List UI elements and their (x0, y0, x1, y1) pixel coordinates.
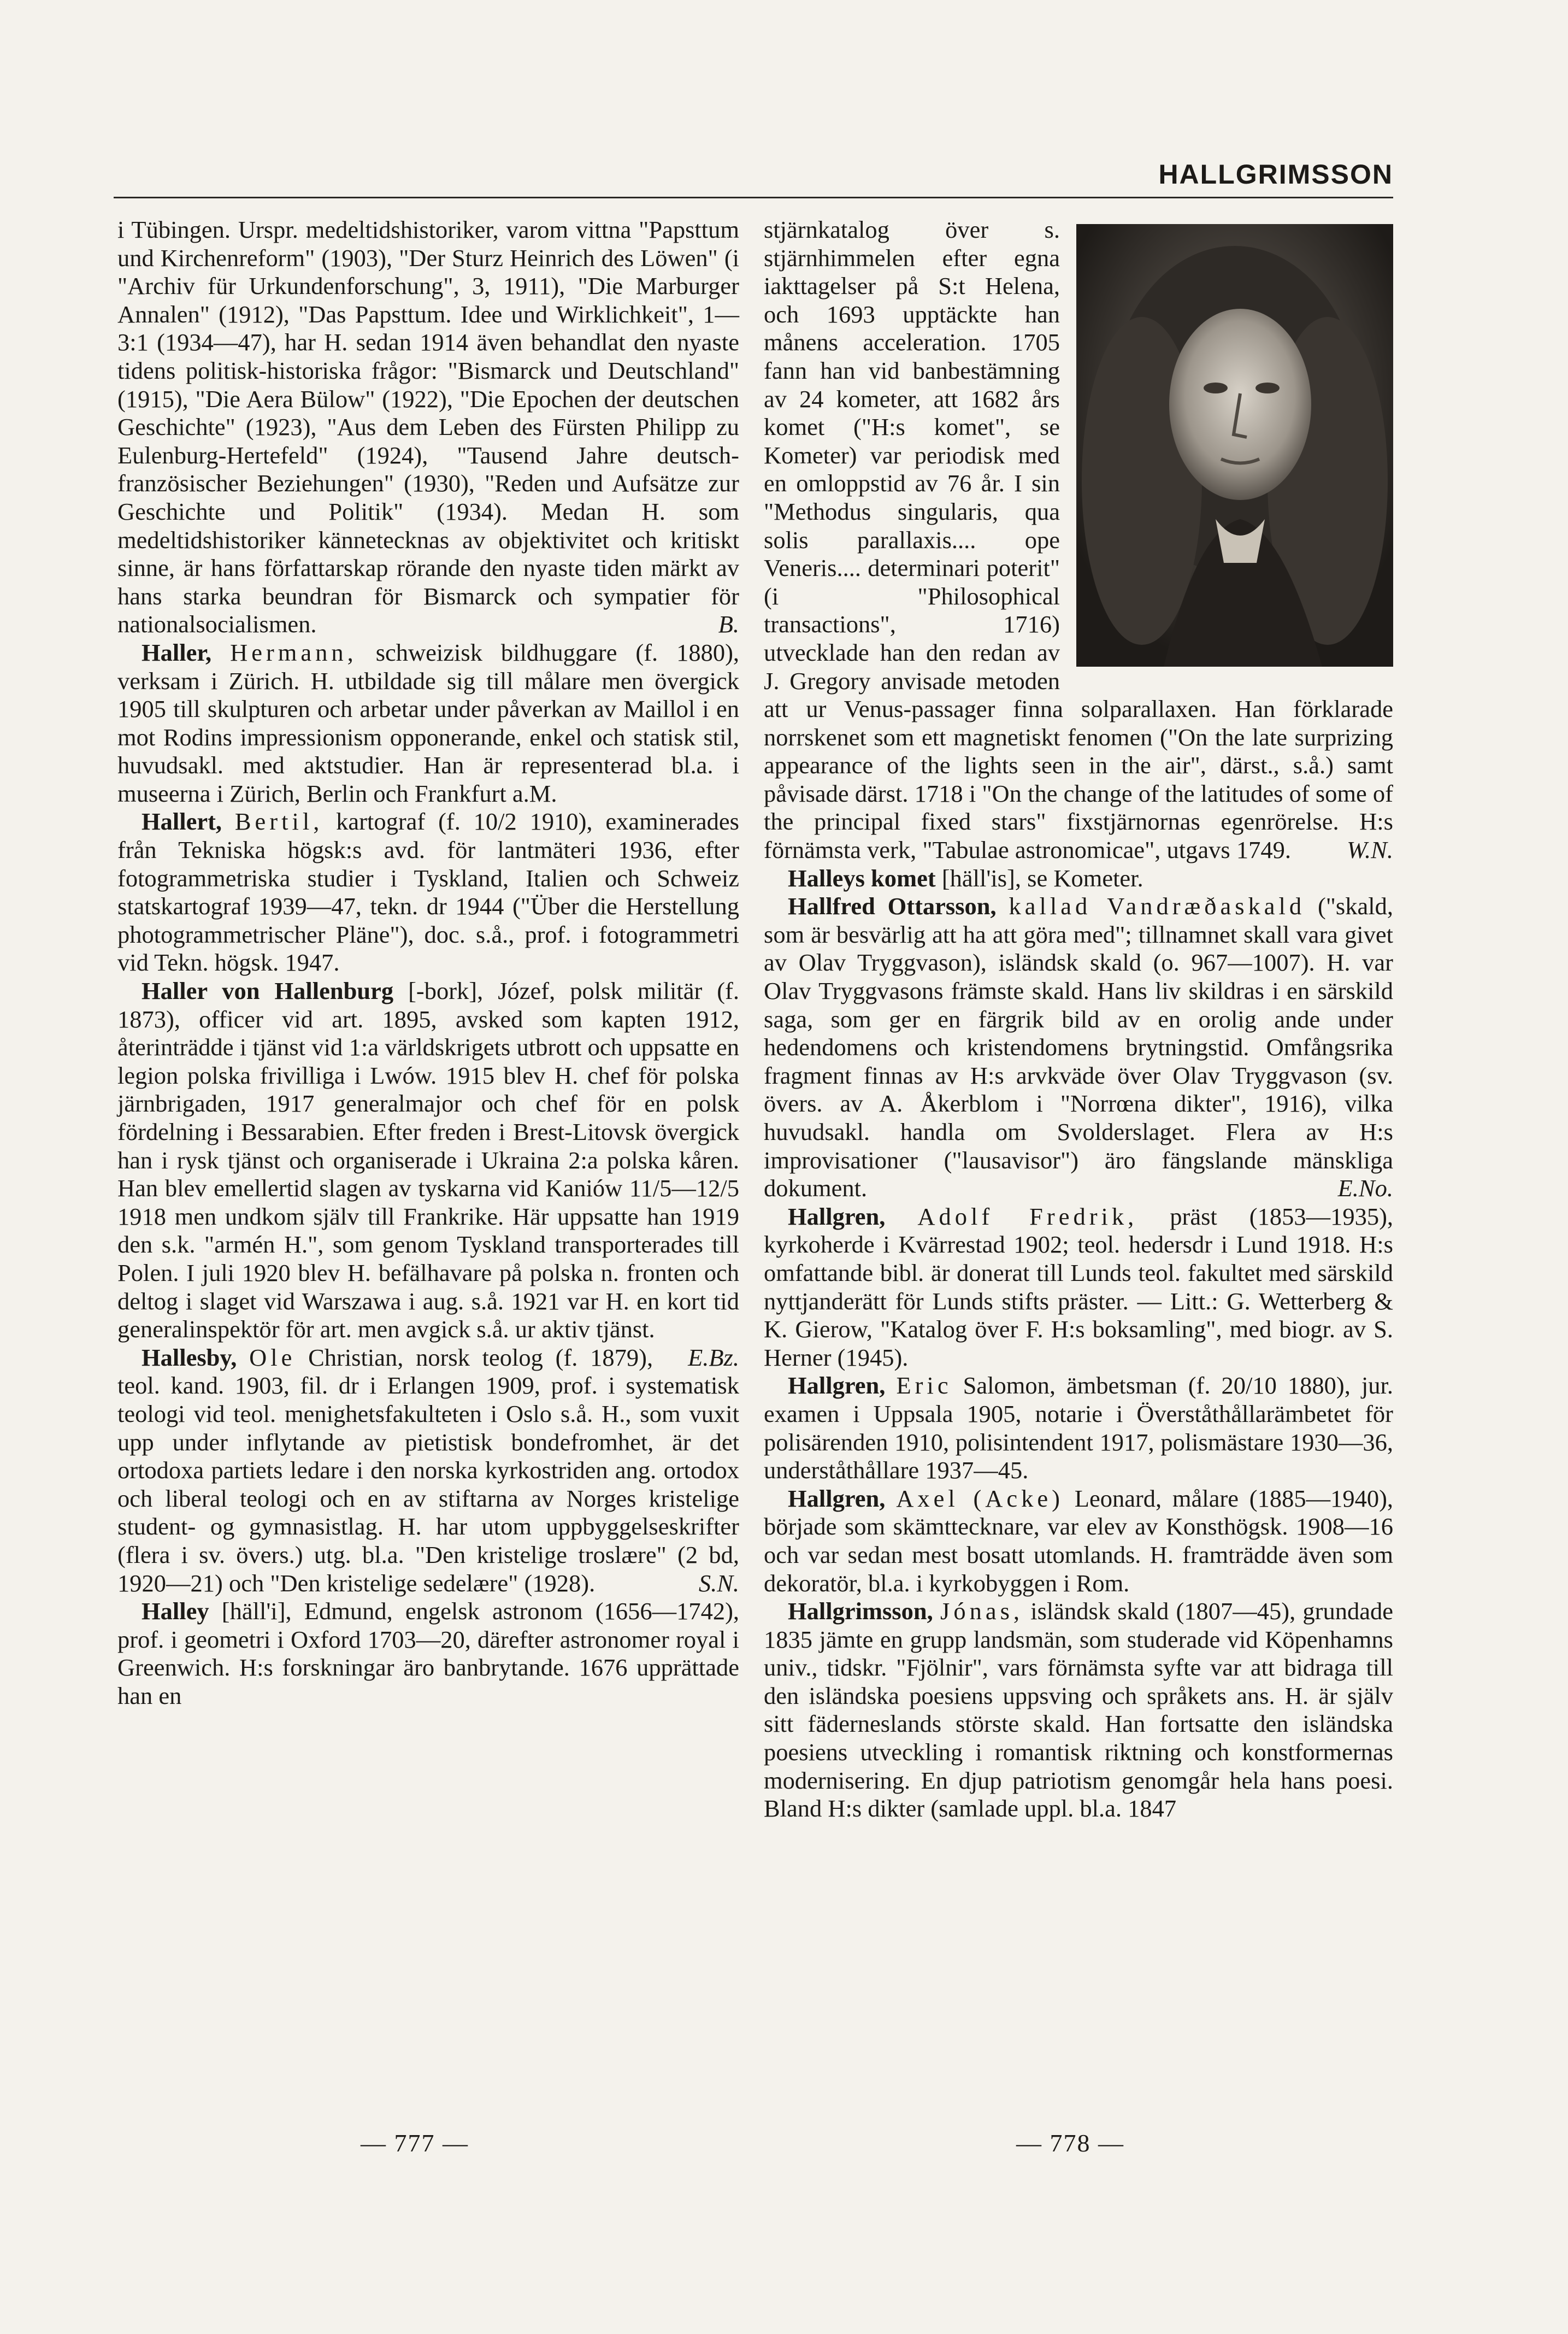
entry-lemma: Hallgren, (788, 1372, 886, 1400)
running-head: HALLGRIMSSON (1158, 159, 1393, 190)
entry-lemma: Haller von Hallenburg (142, 977, 394, 1005)
entry-body: präst (1853—1935), kyrkoherde i Kvärrestad 1902; teol. hedersdr i Lund 1918. H:s omfattande bibl. är donerat till Lunds teol. fakultet med särskild nyttjanderätt för Lunds stifts präster. — Litt.: G. Wetterberg & K. Gierow, "Katalog över F. H:s boksamling", med biogr. av S. Herner (1945). (764, 1202, 1394, 1371)
entry-body: engelsk astronom (1656—1742), prof. i geometri i Oxford 1703—20, därefter astronomer royal i Greenwich. H:s forskningar äro banbrytande. 1676 upprättade han en (117, 1597, 740, 1709)
entry-continuation (117, 216, 739, 639)
entry-given-name: kallad Vandræðaskald (1009, 892, 1306, 920)
entry-hallgren-eric (764, 1372, 1393, 1484)
entry-hallesby (117, 1344, 739, 1597)
author-signature: B. (718, 610, 739, 638)
entry-lemma: Halley (142, 1597, 209, 1625)
entry-hallgren-adolf (764, 1203, 1393, 1372)
entry-lemma: Hallgren, (788, 1202, 886, 1230)
entry-body: Christian, norsk teolog (f. 1879), teol. kand. 1903, fil. dr i Erlangen 1909, prof. i systematisk teologi vid teol. menighetsfakulteten i Oslo s.å. H., som vuxit upp under inflytande av pietistisk bondefromhet, är det ortodoxa partiets ledare i den norska kyrkostriden ang. ortodox och liberal teologi och en av stiftarna av Norges kristelige student- og gymnasistlag. H. har utom uppbyggelseskrifter (flera i sv. övers.) utg. bl.a. "Den kristelige troslære" (2 bd, 1920—21) och "Den kristelige sedelære" (1928). (117, 1343, 739, 1597)
entry-body: schweizisk bildhuggare (f. 1880), verksam i Zürich. H. utbildade sig till målare men övergick 1905 till skulpturen och arbetar under påverkan av Maillol i en mot Rodins impressionism opponerande, enkel och statisk stil, huvudsakl. med aktstudier. Han är representerad bl.a. i museerna i Zürich, Berlin och Frankfurt a.M. (117, 638, 740, 807)
left-column (117, 216, 739, 1710)
page-number-right: — 778 — (1016, 2129, 1124, 2157)
entry-given-name: Axel (Acke) (896, 1484, 1064, 1512)
author-signature: E.Bz. (688, 1343, 739, 1371)
entry-given-name: Adolf Fredrik, (917, 1202, 1138, 1230)
entry-hallfred-ottarsson (764, 892, 1393, 1203)
entry-body: isländsk skald (1807—45), grundade 1835 jämte en grupp landsmän, som studerade vid Köpenhamns univ., tidskr. "Fjölnir", vars förnämsta syfte var att bidraga till den isländska poesiens uppsving och språkets ans. H. är själv sitt fäderneslands störste skald. Han fortsatte den isländska poesiens utveckling i romantisk riktning och konstformernas modernisering. En djup patriotism genomgår hela hans poesi. Bland H:s dikter (samlade uppl. bl.a. 1847 (764, 1597, 1394, 1822)
entry-given-name: Jónas, (940, 1597, 1024, 1625)
header-rule (114, 197, 1393, 198)
entry-hallert (117, 808, 739, 977)
entry-given-name: Hermann, (230, 638, 357, 666)
entry-lemma: Hallgren, (788, 1484, 886, 1512)
entry-lemma: Hallert, (142, 808, 222, 836)
entry-lemma: Haller, (142, 638, 212, 666)
author-signature: S.N. (698, 1569, 739, 1597)
entry-lemma: Halleys komet (788, 864, 936, 892)
entry-given-name: [-bork], Józef, (408, 977, 556, 1005)
author-signature: E.No. (1337, 1174, 1393, 1202)
entry-lemma: Hallesby, (142, 1343, 237, 1371)
author-signature: W.N. (1347, 836, 1393, 864)
entry-body: ("skald, som är besvärlig att ha att göra med"; tillnamnet skall vara givet av Olav Tryggvason), isländsk skald (o. 967—1007). H. var Olav Tryggvasons främste skald. Hans liv skildras i en särskild saga, som ger en färgrik bild av en orolig ande under hedendomens och kristendomens brytningstid. Omfångsrika fragment finnas av H:s arvkväde över Olav Tryggvason (sv. övers. av A. Åkerblom i "Norrœna dikter", 1916), vilka huvudsakl. handla om Svolderslaget. Flera av H:s improvisationer ("lausavisor") äro fängslande mänskliga dokument. (764, 892, 1393, 1202)
entry-given-name: Ole (249, 1343, 296, 1371)
entry-body: i Tübingen. Urspr. medeltidshistoriker, varom vittna "Papsttum und Kirchenreform" (1903), "Der Sturz Heinrich des Löwen" (i "Archiv für Urkundenforschung", 3, 1911), "Die Marburger Annalen" (1912), "Das Papsttum. Idee und Wirklichkeit", 1—3:1 (1934—47), har H. sedan 1914 även behandlat den nyaste tidens politisk-historiska frågor: "Bismarck und Deutschland" (1915), "Die Aera Bülow" (1922), "Die Epochen der deutschen Geschichte" (1923), "Aus dem Leben des Fürsten Philipp zu Eulenburg-Hertefeld" (1924), "Tausend Jahre deutsch-französischer Beziehungen" (1930), "Reden und Aufsätze zur Geschichte und Politik" (1934). Medan H. som medeltidshistoriker kännetecknas av objektivitet och kritiskt sinne, är hans författarskap rörande den nyaste tiden märkt av hans starka beundran för Bismarck och sympatier för nationalsocialismen. (117, 216, 739, 638)
entry-body: [häll'is], se Kometer. (941, 864, 1143, 892)
entry-given-name: Eric (896, 1372, 952, 1400)
entry-lemma: Hallfred Ottarsson, (788, 892, 997, 920)
entry-halleys-komet (764, 865, 1393, 893)
page-number-left: — 777 — (361, 2129, 469, 2157)
entry-given-name: [häll'i], Edmund, (221, 1597, 393, 1625)
halley-portrait-icon (1076, 224, 1393, 667)
entry-body: Leonard, målare (1885—1940), började som skämttecknare, var elev av Konsthögsk. 1908—16 och var sedan mest bosatt utomlands. H. framträdde även som dekoratör, bl.a. i kyrkobyggen i Rom. (764, 1484, 1394, 1597)
entry-hallgren-axel (764, 1485, 1393, 1597)
entry-body: stjärnkatalog över s. stjärnhimmelen efter egna iakttagelser på S:t Helena, och 1693 upptäckte han månens acceleration. 1705 fann han vid banbestämning av 24 kometer, att 1682 års komet ("H:s komet", se Kometer) var periodisk med en omloppstid av 76 år. I sin "Methodus singularis, qua solis parallaxis.... ope Veneris.... determinari poterit" (i "Philosophical transactions", 1716) utvecklade han den redan av J. Gregory anvisade metoden att ur Venus-passager finna solparallaxen. Han förklarade norrskenet som ett magnetiskt fenomen ("On the late surprizing appearance of the lights seen in the air", därst., s.å.) samt påvisade därst. 1718 i "On the change of the latitudes of some of the principal fixed stars" fixstjärnornas egenrörelse. H:s förnämsta verk, "Tabulae astronomicae", utgavs 1749. (764, 216, 1393, 864)
entry-body: kartograf (f. 10/2 1910), examinerades från Tekniska högsk:s avd. för lantmäteri 1936, efter fotogrammetriska studier i Tyskland, Italien och Schweiz statskartograf 1939—47, tekn. dr 1944 ("Über die Herstellung photogrammetrischer Pläne"), doc. s.å., prof. i fotogrammetri vid Tekn. högsk. 1947. (117, 808, 739, 977)
right-column (764, 216, 1393, 1823)
entry-haller-hermann (117, 639, 739, 808)
entry-lemma: Hallgrimsson, (788, 1597, 933, 1625)
entry-halley (117, 1597, 739, 1710)
entry-body: Salomon, ämbetsman (f. 20/10 1880), jur. examen i Uppsala 1905, notarie i Överståthållarämbetet för polisärenden 1910, polisintendent 1917, polismästare 1930—36, underståthållare 1937—45. (764, 1372, 1394, 1484)
entry-given-name: Bertil, (234, 808, 323, 836)
portrait-engraving (1076, 224, 1393, 667)
entry-hallgrimsson (764, 1597, 1393, 1823)
entry-body: polsk militär (f. 1873), officer vid art. 1895, avsked som kapten 1912, återinträdde i tjänst vid 1:a världskrigets utbrott och uppsatte en legion polska frivilliga i Lwów. 1915 blev H. chef för polska järnbrigaden, 1917 generalmajor och chef för en polsk fördelning i Bessarabien. Efter freden i Brest-Litovsk övergick han i rysk tjänst och organiserade i Ukraina 2:a polska kåren. Han blev emellertid slagen av tyskarna vid Kaniów 11/5—12/5 1918 men undkom själv till Frankrike. Här uppsatte han 1919 den s.k. "armén H.", som genom Tyskland transporterades till Polen. I juli 1920 blev H. befälhavare på polska n. fronten och deltog i slaget vid Warszawa i aug. s.å. 1921 var H. en kort tid generalinspektör för art. men avgick s.å. ur aktiv tjänst. (117, 977, 740, 1343)
